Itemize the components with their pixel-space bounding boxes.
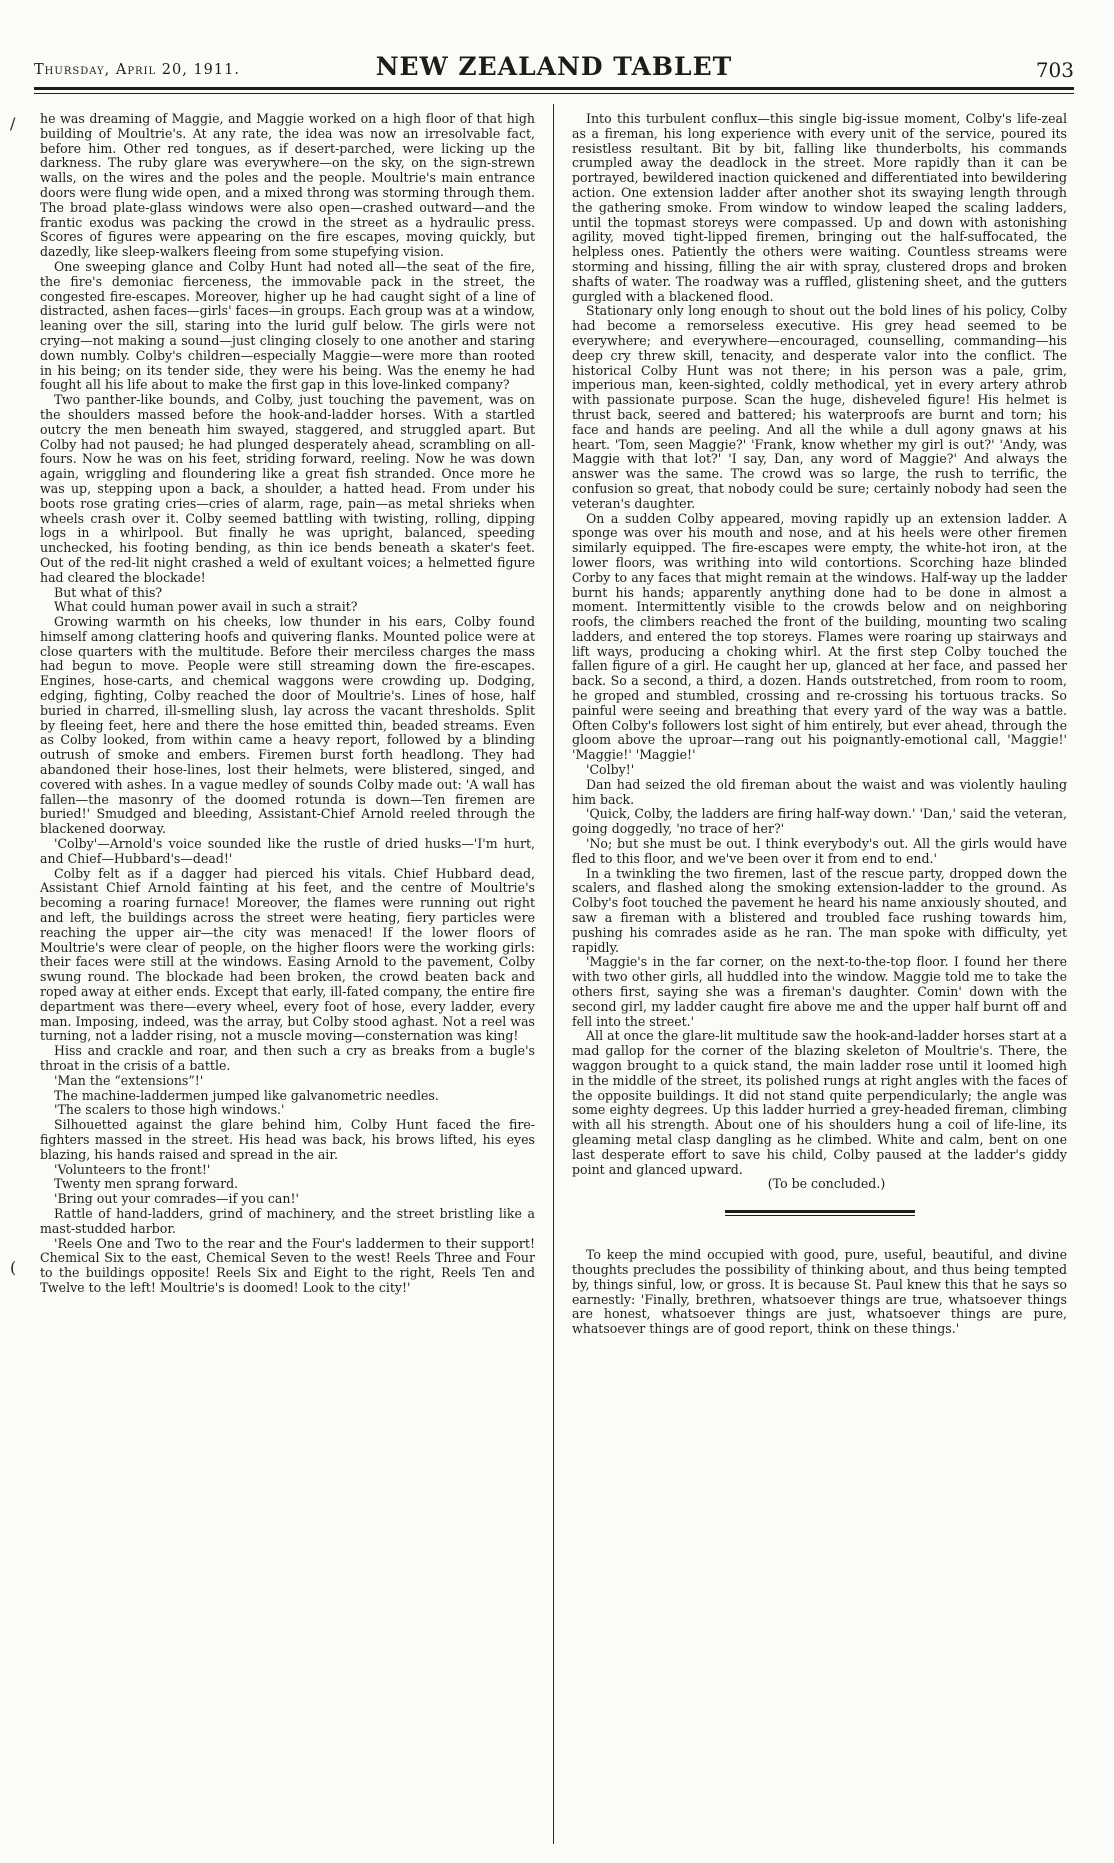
- paragraph: 'Man the “extensions”!': [54, 1072, 204, 1088]
- paragraph: 'Colby!': [586, 762, 635, 778]
- margin-mark-lower: (: [10, 1258, 17, 1277]
- paragraph: In a twinkling the two firemen, last of the rescue party, dropped down the scalers, and flashed along the smoking extension-ladder to the ground. As Colby's foot touched the pavement he heard his name anxiously shouted, and saw a fireman with a blistered and troubled face rushing towards him, pushing his comrades aside as he ran. The man spoke with difficulty, yet rapidly.: [572, 865, 1067, 955]
- paragraph: On a sudden Colby appeared, moving rapidly up an extension ladder. A sponge was over his mouth and nose, and at his heels were other firemen similarly equipped. The fire-escapes were empty, the white-hot iron, at the lower floors, was writhing into wild contortions. Scorching haze blinded Corby to any faces that might remain at the windows. Half-way up the ladder burnt his hands; apparently anything done had to be done in almost a moment. Intermittently visible to the crowds below and on neighboring roofs, the climbers reached the front of the building, mounting two scaling ladders, and entered the top storeys. Flames were roaring up stairways and lift ways, producing a choking whirl. At the first step Colby touched the fallen figure of a girl. He caught her up, glanced at her face, and passed her back. So a second, a third, a dozen. Hands outstretched, from room to room, he groped and stumbled, crossing and re-crossing his tortuous tracks. So painful were seeing and breathing that every yard of the way was a battle. Often Colby's followers lost sight of him entirely, but ever ahead, through the gloom above the uproar—rang out his poignantly-emotional call, 'Maggie!' 'Maggie!' 'Maggie!': [572, 510, 1067, 763]
- column-divider: [553, 104, 554, 1844]
- issue-date: Thursday, April 20, 1911.: [34, 62, 240, 78]
- paragraph: 'Volunteers to the front!': [54, 1161, 211, 1177]
- paragraph: What could human power avail in such a strait?: [54, 599, 358, 615]
- paragraph: All at once the glare-lit multitude saw the hook-and-ladder horses start at a mad gallop for the corner of the blazing skeleton of Moultrie's. There, the waggon brought to a quick stand, the main ladder rose until it loomed high in the middle of the street, its polished rungs at right angles with the faces of the opposite buildings. It did not stand quite perpendicularly; the angle was some eighty degrees. Up this ladder hurried a grey-headed fireman, climbing with all his strength. About one of his shoulders hung a coil of life-line, its gleaming metal clasp dangling as he climbed. White and calm, bent on one last desperate effort to save his child, Colby paused at the ladder's giddy point and glanced upward.: [572, 1028, 1067, 1177]
- section-separator-thin: [725, 1215, 915, 1216]
- header-rule-thick: [34, 87, 1074, 90]
- paragraph: 'Bring out your comrades—if you can!': [54, 1191, 299, 1207]
- paragraph: But what of this?: [54, 584, 163, 600]
- paragraph: Rattle of hand-ladders, grind of machinery, and the street bristling like a mast-studded harbor.: [40, 1205, 535, 1236]
- to-be-concluded: (To be concluded.): [767, 1176, 886, 1192]
- paragraph: 'Colby'—Arnold's voice sounded like the rustle of dried husks—'I'm hurt, and Chief—Hubbard's—dead!': [40, 836, 535, 866]
- margin-mark-top: /: [10, 114, 16, 133]
- header-rule-thin: [34, 93, 1074, 94]
- publication-title: NEW ZEALAND TABLET: [375, 52, 733, 81]
- masthead: [34, 52, 1074, 86]
- paragraph: Growing warmth on his cheeks, low thunder in his ears, Colby found himself among clattering hoofs and quivering flanks. Mounted police were at close quarters with the multitude. Before their merciless charges the mass had begun to move. People were still streaming down the fire-escapes. Engines, hose-carts, and chemical waggons were crowding up. Dodging, edging, fighting, Colby reached the door of Moultrie's. Lines of hose, half buried in charred, ill-smelling slush, lay across the vacant thresholds. Split by fleeing feet, here and there the hose emitted thin, beaded streams. Even as Colby looked, from within came a heavy report, followed by a blinding outrush of smoke and embers. Firemen burst forth headlong. They had abandoned their hose-lines, lost their helmets, were blistered, singed, and covered with ashes. In a vague medley of sounds Colby made out: 'A wall has fallen—the masonry of the doomed rotunda is down—Ten firemen are buried!' Smudged and bleeding, Assistant-Chief Arnold reeled through the blackened doorway.: [40, 614, 535, 837]
- paragraph: Into this turbulent conflux—this single big-issue moment, Colby's life-zeal as a fireman, his long experience with every unit of the service, poured its resistless resultant. Bit by bit, falling like thunderbolts, his commands crumpled away the deadlock in the street. More rapidly than it can be portrayed, bewildered inaction quickened and differentiated into bewildering action. One extension ladder after another shot its swaying length through the gathering smoke. From window to window leaped the scaling ladders, until the topmast storeys were compassed. Up and down with astonishing agility, moved tight-lipped firemen, bringing out the half-suffocated, the helpless ones. Patiently the others were waiting. Countless streams were storming and hissing, filling the air with spray, clustered drops and broken shafts of water. The roadway was a ruffled, glistening sheet, and the gutters gurgled with a blackened flood.: [572, 111, 1067, 304]
- paragraph: Twenty men sprang forward.: [54, 1176, 239, 1192]
- paragraph: 'Reels One and Two to the rear and the Four's laddermen to their support! Chemical Six to the east, Chemical Seven to the west! Reels Three and Four to the buildings opposite! Reels Six and Eight to the right, Reels Ten and Twelve to the left! Moultrie's is doomed! Look to the city!': [40, 1235, 535, 1295]
- paragraph: Hiss and crackle and roar, and then such a cry as breaks from a bugle's throat in the crisis of a battle.: [40, 1043, 535, 1073]
- page-number: 703: [1035, 58, 1074, 82]
- closing-paragraph: To keep the mind occupied with good, pure, useful, beautiful, and divine thoughts precludes the possibility of thinking about, and thus being tempted by, things sinful, low, or gross. It is because St. Paul knew this that he says so earnestly: 'Finally, brethren, whatsoever things are true, whatsoever things are honest, whatsoever things are just, whatsoever things are pure, whatsoever things are of good report, think on these things.': [572, 1247, 1067, 1337]
- right-column: [572, 112, 1067, 1337]
- paragraph: 'The scalers to those high windows.': [54, 1102, 285, 1118]
- left-column: [40, 112, 535, 1296]
- paragraph: Silhouetted against the glare behind him, Colby Hunt faced the fire-fighters massed in the street. His head was back, his brows lifted, his eyes blazing, his hands raised and spread in the air.: [40, 1117, 535, 1162]
- paragraph: 'Maggie's in the far corner, on the next-to-the-top floor. I found her there with two other girls, all huddled into the window. Maggie told me to take the others first, saying she was a fireman's daughter. Comin' down with the second girl, my ladder caught fire above me and the upper half burnt off and fell into the street.': [572, 954, 1067, 1029]
- paragraph: 'No; but she must be out. I think everybody's out. All the girls would have fled to this floor, and we've been over it from end to end.': [572, 836, 1067, 866]
- paragraph: One sweeping glance and Colby Hunt had noted all—the seat of the fire, the fire's demoniac fierceness, the immovable pack in the street, the congested fire-escapes. Moreover, higher up he had caught sight of a line of distracted, ashen faces—girls' faces—in groups. Each group was at a window, leaning over the sill, staring into the lurid gulf below. The girls were not crying—not making a sound—just clinging closely to one another and staring down numbly. Colby's children—especially Maggie—were more than rooted in his being; on its tender side, they were his being. Was the enemy he had fought all his life about to make the first gap in this love-linked company?: [40, 258, 535, 393]
- paragraph: he was dreaming of Maggie, and Maggie worked on a high floor of that high building of Moultrie's. At any rate, the idea was now an irresolvable fact, before him. Other red tongues, as if desert-parched, were licking up the darkness. The ruby glare was everywhere—on the sky, on the sign-strewn walls, on the wires and the poles and the people. Moultrie's main entrance doors were flung wide open, and a mixed throng was storming through them. The broad plate-glass windows were also open—crashed outward—and the frantic exodus was packing the crowd in the street as a hydraulic press. Scores of figures were appearing on the fire escapes, moving quickly, but dazedly, like sleep-walkers fleeing from some stupefying vision.: [40, 111, 535, 260]
- paragraph: The machine-laddermen jumped like galvanometric needles.: [54, 1087, 439, 1103]
- paragraph: Stationary only long enough to shout out the bold lines of his policy, Colby had become a remorseless executive. His grey head seemed to be everywhere; and everywhere—encouraged, counselling, commanding—his deep cry threw skill, tenacity, and desperate valor into the conflict. The historical Colby Hunt was not there; in his person was a pale, grim, imperious man, keen-sighted, coldly methodical, yet in every artery athrob with passionate purpose. Scan the huge, disheveled figure! His helmet is thrust back, seered and battered; his waterproofs are burnt and torn; his face and hands are peeling. And all the while a dull agony gnaws at his heart. 'Tom, seen Maggie?' 'Frank, know whether my girl is out?' 'Andy, was Maggie with that lot?' 'I say, Dan, any word of Maggie?' And always the answer was the same. The crowd was so large, the rush to terrific, the confusion so great, that nobody could be sure; certainly nobody had seen the veteran's daughter.: [572, 303, 1067, 511]
- paragraph: 'Quick, Colby, the ladders are firing half-way down.' 'Dan,' said the veteran, going doggedly, 'no trace of her?': [572, 806, 1067, 837]
- section-separator: [725, 1210, 915, 1213]
- paragraph: Dan had seized the old fireman about the waist and was violently hauling him back.: [572, 776, 1067, 807]
- paragraph: Colby felt as if a dagger had pierced his vitals. Chief Hubbard dead, Assistant Chief Arnold fainting at his feet, and the centre of Moultrie's becoming a roaring furnace! Moreover, the flames were running out right and left, the buildings across the street were heating, fiery particles were reaching the upper air—the city was menaced! If the lower floors of Moultrie's were clear of people, on the higher floors were the working girls: their faces were still at the windows. Easing Arnold to the pavement, Colby swung round. The blockade had been broken, the crowd beaten back and roped away at either ends. Except that early, ill-fated company, the entire fire department was there—every wheel, every foot of hose, every ladder, every man. Imposing, indeed, was the array, but Colby stood aghast. Not a reel was turning, not a ladder rising, not a muscle moving—consternation was king!: [40, 865, 535, 1044]
- paragraph: Two panther-like bounds, and Colby, just touching the pavement, was on the shoulders massed before the hook-and-ladder horses. With a startled outcry the men beneath him swayed, staggered, and struggled apart. But Colby had not paused; he had plunged desperately ahead, scrambling on all-fours. Now he was on his feet, striding forward, reeling. Now he was down again, wriggling and floundering like a great fish stranded. Once more he was up, stepping upon a back, a shoulder, a hatted head. From under his boots rose grating cries—cries of alarm, rage, pain—as metal shrieks when wheels crash over it. Colby seemed battling with twisting, rolling, dipping logs in a whirlpool. But finally he was upright, balanced, speeding unchecked, his footing bending, as thin ice bends beneath a skater's feet. Out of the red-lit night crashed a weld of exultant voices; a helmetted figure had cleared the blockade!: [40, 392, 535, 585]
